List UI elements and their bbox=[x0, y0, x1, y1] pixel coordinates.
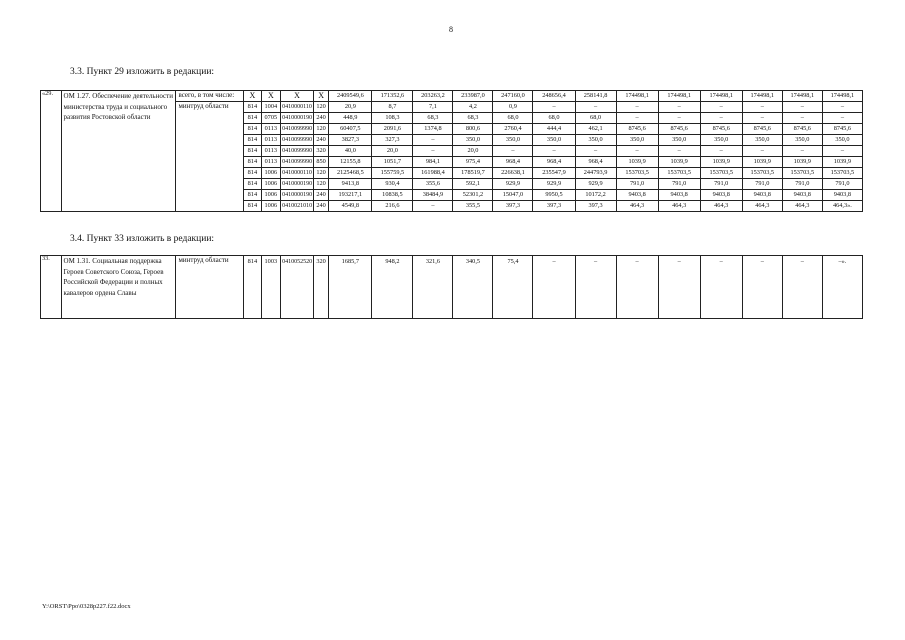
value-cell: 20,0 bbox=[372, 146, 413, 157]
value-cell: 247160,0 bbox=[493, 91, 533, 102]
value-cell: 1039,9 bbox=[822, 157, 862, 168]
value-cell: 1039,9 bbox=[700, 157, 742, 168]
value-cell: 350,0 bbox=[493, 135, 533, 146]
value-cell: 0410099990 bbox=[281, 124, 314, 135]
value-cell: 8745,6 bbox=[658, 124, 700, 135]
value-cell: 2409549,6 bbox=[329, 91, 372, 102]
value-cell: 9950,5 bbox=[533, 190, 575, 201]
value-cell: 350,0 bbox=[782, 135, 822, 146]
value-cell: – bbox=[575, 102, 616, 113]
value-cell: 68,0 bbox=[493, 113, 533, 124]
value-cell: – bbox=[616, 102, 658, 113]
value-cell: 174498,1 bbox=[700, 91, 742, 102]
value-cell: 397,3 bbox=[493, 201, 533, 212]
file-path-footer: Y:\ORST\Ppo\0328p227.f22.docx bbox=[42, 603, 131, 610]
value-cell: – bbox=[616, 256, 658, 319]
value-cell: 321,6 bbox=[413, 256, 453, 319]
value-cell: 248656,4 bbox=[533, 91, 575, 102]
value-cell: 0410099990 bbox=[281, 157, 314, 168]
value-cell: 1039,9 bbox=[742, 157, 782, 168]
value-cell: 1004 bbox=[261, 102, 280, 113]
value-cell: 1039,9 bbox=[616, 157, 658, 168]
value-cell: X bbox=[261, 91, 280, 102]
item-number-cell: «29. bbox=[41, 91, 62, 212]
value-cell: 397,3 bbox=[533, 201, 575, 212]
value-cell: 178519,7 bbox=[453, 168, 493, 179]
value-cell: 0113 bbox=[261, 146, 280, 157]
value-cell: 0410000110 bbox=[281, 168, 314, 179]
value-cell: 1003 bbox=[261, 256, 280, 319]
value-cell: 9403,8 bbox=[782, 190, 822, 201]
value-cell: 153703,5 bbox=[658, 168, 700, 179]
value-cell: 68,3 bbox=[453, 113, 493, 124]
value-cell: 2091,6 bbox=[372, 124, 413, 135]
value-cell: 38484,9 bbox=[413, 190, 453, 201]
value-cell: 0113 bbox=[261, 157, 280, 168]
value-cell: – bbox=[782, 113, 822, 124]
value-cell: 1006 bbox=[261, 201, 280, 212]
value-cell: 9403,8 bbox=[658, 190, 700, 201]
value-cell: 153703,5 bbox=[822, 168, 862, 179]
value-cell: 171352,6 bbox=[372, 91, 413, 102]
value-cell: – bbox=[700, 146, 742, 157]
value-cell: 814 bbox=[244, 135, 261, 146]
value-cell: – bbox=[742, 256, 782, 319]
value-cell: 462,1 bbox=[575, 124, 616, 135]
value-cell: 0113 bbox=[261, 124, 280, 135]
value-cell: 1006 bbox=[261, 179, 280, 190]
value-cell: 791,0 bbox=[658, 179, 700, 190]
value-cell: 8745,6 bbox=[742, 124, 782, 135]
value-cell: 75,4 bbox=[493, 256, 533, 319]
value-cell: 244793,9 bbox=[575, 168, 616, 179]
program-table-body bbox=[41, 256, 863, 319]
value-cell: 52301,2 bbox=[453, 190, 493, 201]
value-cell: 4,2 bbox=[453, 102, 493, 113]
executor-cell: минтруд области bbox=[176, 102, 244, 212]
value-cell: 350,0 bbox=[822, 135, 862, 146]
value-cell: 1374,8 bbox=[413, 124, 453, 135]
value-cell: 68,0 bbox=[575, 113, 616, 124]
value-cell: 464,3 bbox=[700, 201, 742, 212]
value-cell: 240 bbox=[313, 190, 328, 201]
value-cell: 0,9 bbox=[493, 102, 533, 113]
value-cell: 791,0 bbox=[822, 179, 862, 190]
value-cell: – bbox=[658, 146, 700, 157]
table-row bbox=[41, 256, 863, 319]
value-cell: 448,9 bbox=[329, 113, 372, 124]
value-cell: – bbox=[575, 146, 616, 157]
value-cell: 4549,8 bbox=[329, 201, 372, 212]
value-cell: – bbox=[822, 102, 862, 113]
value-cell: 120 bbox=[313, 179, 328, 190]
item-number-cell: 33. bbox=[41, 256, 62, 319]
value-cell: 340,5 bbox=[453, 256, 493, 319]
value-cell: 15047,0 bbox=[493, 190, 533, 201]
value-cell: 120 bbox=[313, 102, 328, 113]
value-cell: 350,0 bbox=[533, 135, 575, 146]
value-cell: 814 bbox=[244, 146, 261, 157]
value-cell: 226638,1 bbox=[493, 168, 533, 179]
value-cell: 791,0 bbox=[742, 179, 782, 190]
value-cell: 240 bbox=[313, 113, 328, 124]
value-cell: – bbox=[658, 113, 700, 124]
value-cell: – bbox=[658, 256, 700, 319]
value-cell: 216,6 bbox=[372, 201, 413, 212]
value-cell: 350,0 bbox=[616, 135, 658, 146]
value-cell: 464,3 bbox=[616, 201, 658, 212]
value-cell: – bbox=[575, 256, 616, 319]
value-cell: 10838,5 bbox=[372, 190, 413, 201]
value-cell: 9403,8 bbox=[742, 190, 782, 201]
value-cell: 814 bbox=[244, 157, 261, 168]
value-cell: 2760,4 bbox=[493, 124, 533, 135]
value-cell: 930,4 bbox=[372, 179, 413, 190]
value-cell: 1006 bbox=[261, 190, 280, 201]
executor-total-cell: всего, в том числе: bbox=[176, 91, 244, 102]
value-cell: 174498,1 bbox=[822, 91, 862, 102]
value-cell: 444,4 bbox=[533, 124, 575, 135]
value-cell: – bbox=[742, 102, 782, 113]
value-cell: 68,0 bbox=[533, 113, 575, 124]
value-cell: 814 bbox=[244, 168, 261, 179]
value-cell: – bbox=[700, 113, 742, 124]
value-cell: 327,3 bbox=[372, 135, 413, 146]
section-heading-3-3: 3.3. Пункт 29 изложить в редакции: bbox=[70, 67, 215, 77]
value-cell: X bbox=[244, 91, 261, 102]
program-table-item-33 bbox=[40, 255, 863, 319]
value-cell: 1039,9 bbox=[782, 157, 822, 168]
value-cell: 240 bbox=[313, 135, 328, 146]
value-cell: 0410021010 bbox=[281, 201, 314, 212]
value-cell: 258141,8 bbox=[575, 91, 616, 102]
value-cell: 153703,5 bbox=[700, 168, 742, 179]
value-cell: 592,1 bbox=[453, 179, 493, 190]
value-cell: 350,0 bbox=[658, 135, 700, 146]
value-cell: 240 bbox=[313, 201, 328, 212]
value-cell: 0705 bbox=[261, 113, 280, 124]
value-cell: 350,0 bbox=[453, 135, 493, 146]
value-cell: 355,5 bbox=[453, 201, 493, 212]
value-cell: 975,4 bbox=[453, 157, 493, 168]
value-cell: 814 bbox=[244, 102, 261, 113]
value-cell: 8,7 bbox=[372, 102, 413, 113]
value-cell: – bbox=[413, 135, 453, 146]
value-cell: – bbox=[822, 146, 862, 157]
value-cell: 233987,0 bbox=[453, 91, 493, 102]
value-cell: 814 bbox=[244, 190, 261, 201]
value-cell: 10172,2 bbox=[575, 190, 616, 201]
value-cell: 9403,8 bbox=[822, 190, 862, 201]
value-cell: 0410000190 bbox=[281, 190, 314, 201]
value-cell: – bbox=[616, 146, 658, 157]
value-cell: 968,4 bbox=[575, 157, 616, 168]
value-cell: 0410052520 bbox=[281, 256, 314, 319]
value-cell: – bbox=[533, 146, 575, 157]
value-cell: 60407,5 bbox=[329, 124, 372, 135]
value-cell: 397,3 bbox=[575, 201, 616, 212]
value-cell: 8745,6 bbox=[616, 124, 658, 135]
value-cell: 8745,6 bbox=[700, 124, 742, 135]
measure-name-cell: ОМ 1.27. Обеспечение деятельности министерства труда и социального развития Ростовской области bbox=[61, 91, 176, 212]
value-cell: 108,3 bbox=[372, 113, 413, 124]
value-cell: 791,0 bbox=[700, 179, 742, 190]
executor-cell: минтруд области bbox=[176, 256, 244, 319]
value-cell: 9413,8 bbox=[329, 179, 372, 190]
value-cell: 814 bbox=[244, 113, 261, 124]
value-cell: 464,3 bbox=[658, 201, 700, 212]
value-cell: 193217,1 bbox=[329, 190, 372, 201]
value-cell: – bbox=[413, 201, 453, 212]
value-cell: – bbox=[658, 102, 700, 113]
value-cell: – bbox=[742, 113, 782, 124]
value-cell: 948,2 bbox=[372, 256, 413, 319]
value-cell: 153703,5 bbox=[616, 168, 658, 179]
value-cell: 8745,6 bbox=[782, 124, 822, 135]
value-cell: 984,1 bbox=[413, 157, 453, 168]
section-heading-3-4: 3.4. Пункт 33 изложить в редакции: bbox=[70, 234, 215, 244]
value-cell: – bbox=[782, 146, 822, 157]
value-cell: 174498,1 bbox=[658, 91, 700, 102]
value-cell: 464,3 bbox=[742, 201, 782, 212]
value-cell: 350,0 bbox=[575, 135, 616, 146]
value-cell: 791,0 bbox=[782, 179, 822, 190]
value-cell: 0410000110 bbox=[281, 102, 314, 113]
value-cell: – bbox=[700, 256, 742, 319]
value-cell: 174498,1 bbox=[742, 91, 782, 102]
program-table-item-29 bbox=[40, 90, 863, 212]
value-cell: 355,6 bbox=[413, 179, 453, 190]
value-cell: 968,4 bbox=[533, 157, 575, 168]
value-cell: 120 bbox=[313, 168, 328, 179]
value-cell: 174498,1 bbox=[782, 91, 822, 102]
value-cell: 320 bbox=[313, 256, 328, 319]
value-cell: – bbox=[413, 146, 453, 157]
value-cell: 20,0 bbox=[453, 146, 493, 157]
value-cell: X bbox=[313, 91, 328, 102]
value-cell: 800,6 bbox=[453, 124, 493, 135]
value-cell: – bbox=[822, 113, 862, 124]
value-cell: 350,0 bbox=[742, 135, 782, 146]
value-cell: – bbox=[616, 113, 658, 124]
value-cell: 929,9 bbox=[493, 179, 533, 190]
value-cell: – bbox=[493, 146, 533, 157]
value-cell: 814 bbox=[244, 201, 261, 212]
measure-name-cell: ОМ 1.31. Социальная поддержка Героев Советского Союза, Героев Российской Федерации и полных кавалеров ордена Славы bbox=[61, 256, 176, 319]
value-cell: 40,0 bbox=[329, 146, 372, 157]
value-cell: 814 bbox=[244, 179, 261, 190]
value-cell: 1006 bbox=[261, 168, 280, 179]
value-cell: 68,3 bbox=[413, 113, 453, 124]
value-cell: 120 bbox=[313, 124, 328, 135]
value-cell: 3827,3 bbox=[329, 135, 372, 146]
value-cell: 0113 bbox=[261, 135, 280, 146]
value-cell: – bbox=[742, 146, 782, 157]
value-cell: 850 bbox=[313, 157, 328, 168]
value-cell: 9403,8 bbox=[700, 190, 742, 201]
value-cell: 929,9 bbox=[575, 179, 616, 190]
value-cell: 1685,7 bbox=[329, 256, 372, 319]
value-cell: 814 bbox=[244, 124, 261, 135]
value-cell: 235547,9 bbox=[533, 168, 575, 179]
value-cell: 0410000190 bbox=[281, 179, 314, 190]
value-cell: 155759,5 bbox=[372, 168, 413, 179]
value-cell: 320 bbox=[313, 146, 328, 157]
value-cell: 7,1 bbox=[413, 102, 453, 113]
value-cell: 2125468,5 bbox=[329, 168, 372, 179]
value-cell: 814 bbox=[244, 256, 261, 319]
table-row bbox=[41, 91, 863, 102]
value-cell: 791,0 bbox=[616, 179, 658, 190]
value-cell: 0410099990 bbox=[281, 146, 314, 157]
value-cell: 9403,8 bbox=[616, 190, 658, 201]
value-cell: – bbox=[782, 102, 822, 113]
value-cell: 968,4 bbox=[493, 157, 533, 168]
value-cell: 153703,5 bbox=[782, 168, 822, 179]
value-cell: 464,3 bbox=[782, 201, 822, 212]
value-cell: – bbox=[700, 102, 742, 113]
value-cell: 350,0 bbox=[700, 135, 742, 146]
value-cell: 203263,2 bbox=[413, 91, 453, 102]
value-cell: 8745,6 bbox=[822, 124, 862, 135]
value-cell: 20,9 bbox=[329, 102, 372, 113]
value-cell: 0410000190 bbox=[281, 113, 314, 124]
value-cell: – bbox=[533, 256, 575, 319]
page-number: 8 bbox=[449, 25, 453, 34]
value-cell: 12155,8 bbox=[329, 157, 372, 168]
value-cell: X bbox=[281, 91, 314, 102]
value-cell: 464,3». bbox=[822, 201, 862, 212]
value-cell: 174498,1 bbox=[616, 91, 658, 102]
value-cell: –». bbox=[822, 256, 862, 319]
value-cell: – bbox=[782, 256, 822, 319]
value-cell: 1051,7 bbox=[372, 157, 413, 168]
value-cell: 0410099990 bbox=[281, 135, 314, 146]
value-cell: – bbox=[533, 102, 575, 113]
program-table-body bbox=[41, 91, 863, 212]
value-cell: 161988,4 bbox=[413, 168, 453, 179]
value-cell: 1039,9 bbox=[658, 157, 700, 168]
value-cell: 153703,5 bbox=[742, 168, 782, 179]
value-cell: 929,9 bbox=[533, 179, 575, 190]
